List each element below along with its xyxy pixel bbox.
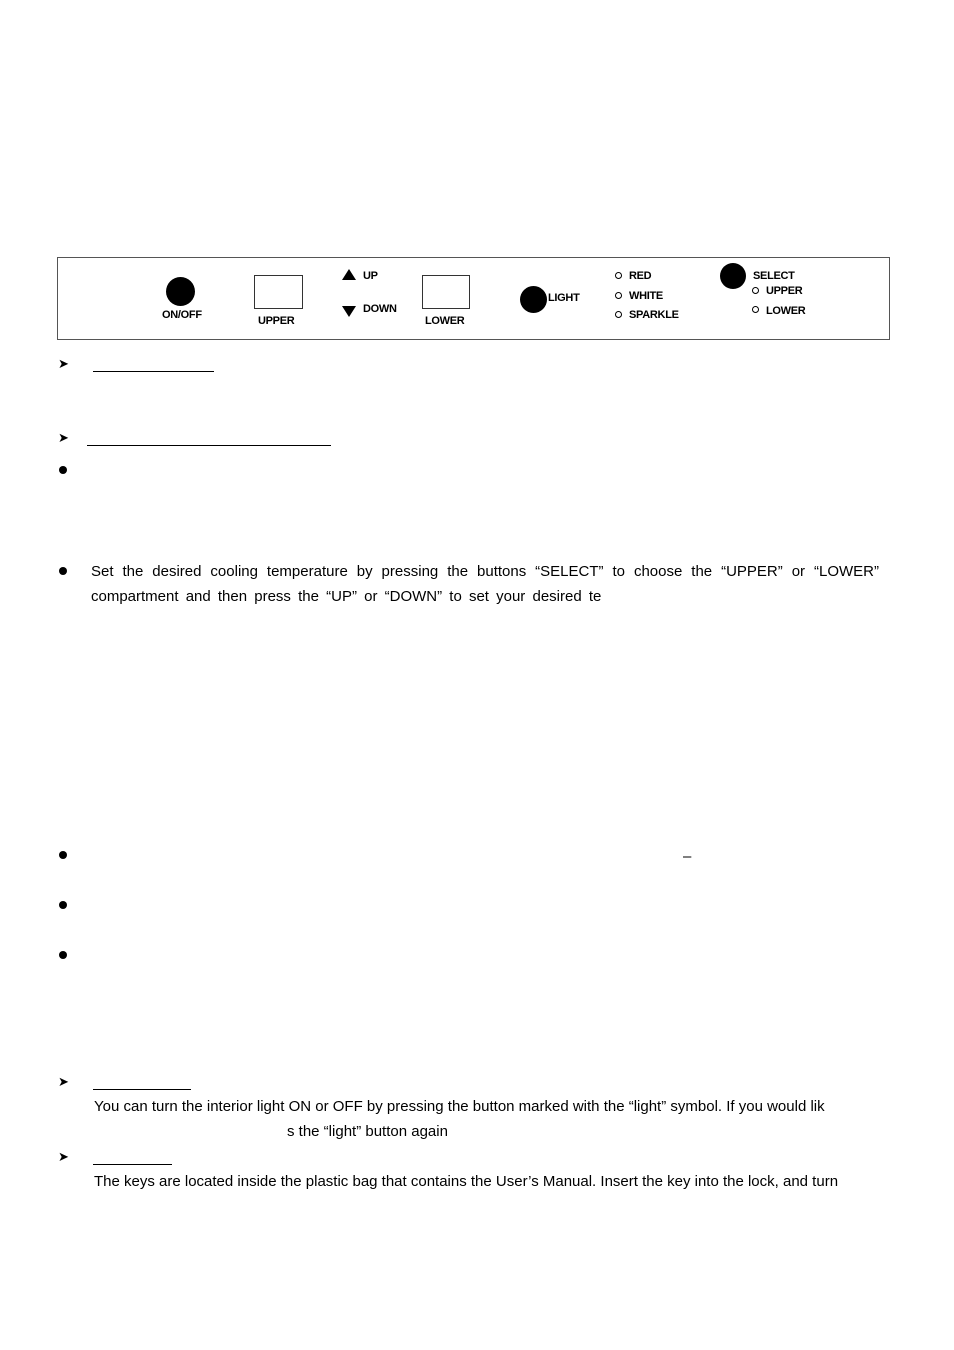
up-label: UP [363, 270, 378, 282]
dash-fragment: – [683, 848, 692, 865]
bullet-icon [59, 951, 67, 959]
select-button[interactable] [720, 263, 746, 289]
arrow-bullet-icon: ➤ [58, 356, 69, 371]
bullet-icon [59, 567, 67, 575]
white-indicator-icon [615, 292, 622, 299]
heading-underline [87, 445, 331, 446]
select-label: SELECT [753, 270, 795, 282]
select-upper-label: UPPER [766, 285, 803, 297]
red-indicator-icon [615, 272, 622, 279]
bullet-icon [59, 901, 67, 909]
light-instruction-line-2: s the “light” button again [287, 1123, 448, 1140]
upper-display [254, 275, 303, 309]
heading-underline [93, 371, 214, 372]
down-label: DOWN [363, 303, 397, 315]
arrow-bullet-icon: ➤ [58, 430, 69, 445]
up-arrow-icon[interactable] [342, 269, 356, 280]
lower-label: LOWER [425, 315, 465, 327]
lower-display [422, 275, 470, 309]
onoff-label: ON/OFF [162, 309, 202, 321]
heading-underline [93, 1089, 191, 1090]
sparkle-indicator-icon [615, 311, 622, 318]
red-label: RED [629, 270, 652, 282]
select-upper-indicator-icon [752, 287, 759, 294]
arrow-bullet-icon: ➤ [58, 1074, 69, 1089]
temperature-instruction-line-2: compartment and then press the “UP” or “DOWN” to set your desired te [91, 588, 602, 605]
light-button[interactable] [520, 286, 547, 313]
keys-instruction-line-1: The keys are located inside the plastic bag that contains the User’s Manual. Insert the key into the lock, and turn [94, 1173, 839, 1190]
heading-underline [93, 1164, 172, 1165]
down-arrow-icon[interactable] [342, 306, 356, 317]
upper-label: UPPER [258, 315, 295, 327]
arrow-bullet-icon: ➤ [58, 1149, 69, 1164]
light-instruction-line-1: You can turn the interior light ON or OFF by pressing the button marked with the “light” symbol. If you would lik [94, 1098, 825, 1115]
bullet-icon [59, 851, 67, 859]
select-lower-label: LOWER [766, 305, 806, 317]
temperature-instruction-line-1: Set the desired cooling temperature by pressing the buttons “SELECT” to choose the “UPPER” or “LOWER” [91, 563, 879, 580]
white-label: WHITE [629, 290, 663, 302]
bullet-icon [59, 466, 67, 474]
select-lower-indicator-icon [752, 306, 759, 313]
light-label: LIGHT [548, 292, 580, 304]
sparkle-label: SPARKLE [629, 309, 679, 321]
onoff-button[interactable] [166, 277, 195, 306]
